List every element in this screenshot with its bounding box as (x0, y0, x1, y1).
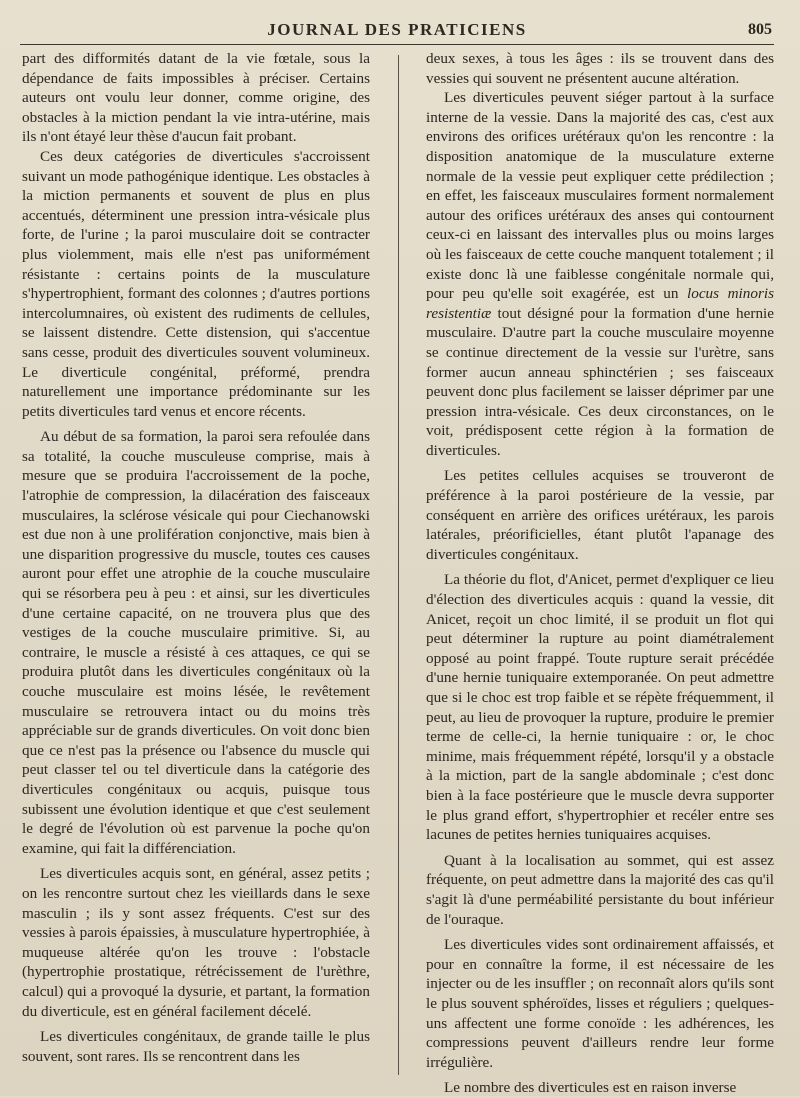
latin-phrase: locus minoris resistentiæ (426, 285, 774, 322)
paragraph-text: Les diverticules peuvent siéger partout à la surface interne de la vessie. Dans la majorité des cas, c'est aux environs des orifices urétéraux qu'on les rencontre : la disposition anatomique de la musculature externe normale de la vessie peut expliquer cette prédilection ; en effet, les faisceaux musculaires forment normalement autour des orifices urétéraux des anses qui contournent ceux-ci en laissant des intervalles plus ou moins larges où les faisceaux de cette couche manquent totalement ; il existe donc là une faiblesse congénitale normale qui, pour peu qu'elle soit exagérée, est un (426, 89, 774, 303)
paragraph-text: tout désigné pour la formation d'une hernie musculaire. D'autre part la couche musculaire moyenne se continue directement de la vessie sur l'urètre, sans former aucun anneau sphinctérien ; ses faisceaux peuvent donc plus facilement se laisser déprimer par une pression intra-vésicale. Ces deux circonstances, on le voit, prédisposent cette région à la formation de diverticules. (426, 304, 774, 459)
journal-title: JOURNAL DES PRATICIENS (267, 20, 527, 39)
paragraph (426, 88, 774, 460)
paragraph: Les diverticules congénitaux, de grande taille le plus souvent, sont rares. Ils se rencontrent dans les (22, 1028, 370, 1065)
paragraph: Les petites cellules acquises se trouveront de préférence à la paroi postérieure de la vessie, par conséquent en arrière des orifices urétéraux, les parois latérales, préorificielles, étant plutôt l'apanage des diverticules congénitaux. (426, 467, 774, 563)
running-head (20, 14, 774, 45)
paragraph: La théorie du flot, d'Anicet, permet d'expliquer ce lieu d'élection des diverticules acquis : quand la vessie, dit Anicet, reçoit un choc limité, il se produit un flot qui peut déterminer la rupture au point diamétralement opposé au point frappé. Toute rupture serait précédée d'une hernie tuniquaire extemporanée. On peut admettre que si le choc est trop faible et se répète fréquemment, il peut, au lieu de provoquer la rupture, produire le premier terme de celle-ci, la hernie tuniquaire : or, le choc minime, mais fréquemment répété, lorsqu'il y a obstacle à la miction, part de la sangle abdominale ; c'est donc bien à la face postérieure que le muscle devra supporter le plus grand effort, s'hypertrophier et recéler entre ses lacunes de petites hernies tuniquaires acquises. (426, 571, 774, 844)
paragraph: Au début de sa formation, la paroi sera refoulée dans sa totalité, la couche musculeuse comprise, mais à mesure que se produira l'accroissement de la poche, l'atrophie de compression, la dilacération des faisceaux musculaires, la sclérose vésicale qui pour Ciechanowski est due non à une prolifération conjonctive, mais bien à une disparition progressive du muscle, toutes ces causes auront pour effet une atrophie de la couche musculaire qui se résorbera peu à peu : et ainsi, sur les diverticules d'une certaine capacité, on ne trouvera plus que des vestiges de la couche musculaire primitive. Si, au contraire, le muscle a résisté à ces attaques, ce qui se produira plutôt dans les diverticules congénitaux où la couche musculaire est moins lésée, le revêtement musculaire se retrouvera intact ou du moins très appréciable sur de grands diverticules. On voit donc bien que ce n'est pas la présence ou l'absence du muscle qui peut classer tel ou tel diverticule dans la catégorie des diverticules congénitaux ou acquis, puisque tous subissent une évolution identique et que c'est seulement le degré de l'évolution où est parvenue la poche qu'on examine, qui fait la différenciation. (22, 428, 370, 857)
left-column (20, 49, 370, 1098)
right-column (426, 49, 774, 1098)
paragraph: Quant à la localisation au sommet, qui est assez fréquente, on peut admettre dans la majorité des cas qu'il s'agit là d'une perméabilité persistante du bout inférieur de l'ouraque. (426, 851, 774, 928)
page-number: 805 (748, 21, 772, 38)
paragraph: deux sexes, à tous les âges : ils se trouvent dans des vessies qui souvent ne présentent aucune altération. (426, 50, 774, 87)
text-columns (20, 49, 774, 1098)
paragraph: Le nombre des diverticules est en raison inverse (444, 1079, 737, 1097)
paragraph: Les diverticules acquis sont, en général, assez petits ; on les rencontre surtout chez les vieillards dans le sexe masculin ; ils y sont assez fréquents. C'est sur des vessies à parois épaissies, à musculature hypertrophiée, à muqueuse altérée qu'on les trouve : l'obstacle (hypertrophie prostatique, rétrécissement de l'urèthre, calcul) qui a provoqué la dysurie, et partant, la formation du diverticule, est en général facilement décelé. (22, 865, 370, 1020)
column-divider (398, 55, 399, 1075)
paragraph: part des difformités datant de la vie fœtale, sous la dépendance de faits impossibles à préciser. Certains auteurs ont voulu leur donner, comme origine, des obstacles à la miction pendant la vie intra-utérine, mais ils n'ont étayé leur thèse d'aucun fait probant. (22, 50, 370, 146)
paragraph: Ces deux catégories de diverticules s'accroissent suivant un mode pathogénique identique. Les obstacles à la miction permanents et souvent de plus en plus accentués, déterminent une pression intra-vésicale plus forte, de l'urine ; la paroi musculaire doit se contracter plus violemment, mais elle n'est pas uniformément résistante : certains points de la musculature s'hypertrophient, formant des colonnes ; d'autres portions intercolumnaires, où existent des rudiments de cellules, se laissent distendre. Cette distension, qui s'accentue sans cesse, produit des diverticules souvent volumineux. Le diverticule congénital, préformé, prendra naturellement une importance prédominante sur les petits diverticules tard venus et encore récents. (22, 147, 370, 420)
paragraph: Les diverticules vides sont ordinairement affaissés, et pour en connaître la forme, il est nécessaire de les injecter ou de les insuffler ; on reconnaît alors qu'ils sont le plus souvent sphéroïdes, lisses et réguliers ; quelques-uns affectent une forme conoïde : les adhérences, les compressions peuvent d'ailleurs rendre leur forme irrégulière. (426, 936, 774, 1071)
